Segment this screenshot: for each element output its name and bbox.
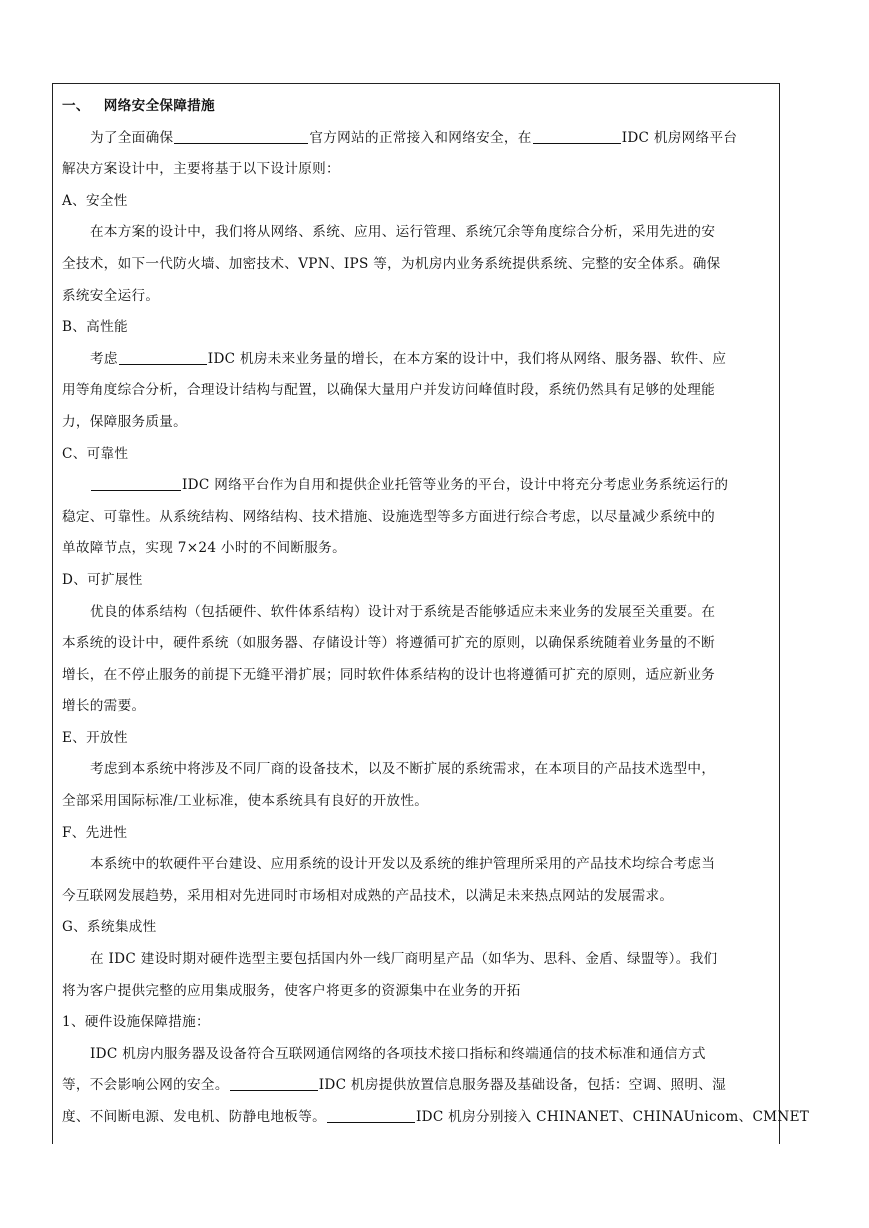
blank-fill-line bbox=[119, 350, 207, 365]
paragraph-line: 增长的需要。 bbox=[62, 698, 146, 715]
paragraph-line: 系统安全运行。 bbox=[62, 287, 160, 304]
blank-fill-line bbox=[91, 476, 181, 491]
paragraph-line: 本系统的设计中，硬件系统（如服务器、存储设计等）将遵循可扩充的原则，以确保系统随着业务量的不断 bbox=[62, 635, 716, 652]
paragraph-line: 全部采用国际标准/工业标准，使本系统具有良好的开放性。 bbox=[62, 793, 429, 810]
subsection-title: E、开放性 bbox=[62, 729, 128, 746]
paragraph-line: IDC 网络平台作为自用和提供企业托管等业务的平台，设计中将充分考虑业务系统运行的 bbox=[62, 470, 771, 502]
paragraph-line: 优良的体系结构（包括硬件、软件体系结构）设计对于系统是否能够适应未来业务的发展至关重要。在 bbox=[90, 603, 716, 620]
paragraph-line: 单故障节点，实现 7×24 小时的不间断服务。 bbox=[62, 540, 346, 557]
subsection-title: C、可靠性 bbox=[62, 445, 129, 462]
document-table-cell bbox=[52, 83, 810, 1144]
paragraph-line: 解决方案设计中，主要将基于以下设计原则： bbox=[62, 161, 340, 178]
paragraph-line: IDC 机房内服务器及设备符合互联网通信网络的各项技术接口指标和终端通信的技术标准和通信方式 bbox=[90, 1045, 706, 1062]
blank-fill-line bbox=[230, 1076, 318, 1091]
subsection-title: A、安全性 bbox=[62, 192, 128, 209]
paragraph-line: 用等角度综合分析，合理设计结构与配置，以确保大量用户并发访问峰值时段，系统仍然具有足够的处理能 bbox=[62, 382, 716, 399]
paragraph-line: 增长，在不停止服务的前提下无缝平滑扩展；同时软件体系结构的设计也将遵循可扩充的原则，适应新业务 bbox=[62, 666, 716, 683]
paragraph-line: 在 IDC 建设时期对硬件选型主要包括国内外一线厂商明星产品（如华为、思科、金盾、绿盟等）。我们 bbox=[90, 951, 718, 968]
subsection-title: F、先进性 bbox=[62, 824, 128, 841]
paragraph-line: 稳定、可靠性。从系统结构、网络结构、技术措施、设施选型等多方面进行综合考虑，以尽量减少系统中的 bbox=[62, 508, 716, 525]
subsection-title: D、可扩展性 bbox=[62, 571, 143, 588]
paragraph-line: 力，保障服务质量。 bbox=[62, 413, 188, 430]
paragraph-line: 考虑到本系统中将涉及不同厂商的设备技术，以及不断扩展的系统需求，在本项目的产品技术选型中， bbox=[90, 761, 716, 778]
paragraph-line: 度、不间断电源、发电机、防静电地板等。 IDC 机房分别接入 CHINANET、CHINAUnicom、CMNET bbox=[62, 1109, 810, 1125]
paragraph-line: 在本方案的设计中，我们将从网络、系统、应用、运行管理、系统冗余等角度综合分析，采用先进的安 bbox=[90, 224, 716, 241]
paragraph-line: 本系统中的软硬件平台建设、应用系统的设计开发以及系统的维护管理所采用的产品技术均综合考虑当 bbox=[90, 856, 716, 873]
paragraph-line: 考虑 IDC 机房未来业务量的增长，在本方案的设计中，我们将从网络、服务器、软件、应 bbox=[90, 350, 727, 367]
subsection-title: 1、硬件设施保障措施： bbox=[62, 1014, 210, 1031]
paragraph-line: 为了全面确保 官方网站的正常接入和网络安全，在 IDC 机房网络平台 bbox=[90, 129, 738, 146]
paragraph-line: 全技术，如下一代防火墙、加密技术、VPN、IPS 等，为机房内业务系统提供系统、完整的安全体系。确保 bbox=[62, 255, 721, 272]
paragraph-line: 等，不会影响公网的安全。 IDC 机房提供放置信息服务器及基础设备，包括：空调、照明、湿 bbox=[62, 1077, 727, 1094]
subsection-title: B、高性能 bbox=[62, 319, 128, 336]
section-heading: 一、 网络安全保障措施 bbox=[62, 98, 215, 114]
blank-fill-line bbox=[327, 1108, 415, 1123]
subsection-title: G、系统集成性 bbox=[62, 919, 157, 936]
blank-fill-line bbox=[533, 129, 621, 144]
paragraph-line: 今互联网发展趋势，采用相对先进同时市场相对成熟的产品技术，以满足未来热点网站的发展需求。 bbox=[62, 887, 674, 904]
blank-fill-line bbox=[174, 129, 308, 144]
paragraph-line: 将为客户提供完整的应用集成服务，使客户将更多的资源集中在业务的开拓 bbox=[62, 982, 521, 999]
